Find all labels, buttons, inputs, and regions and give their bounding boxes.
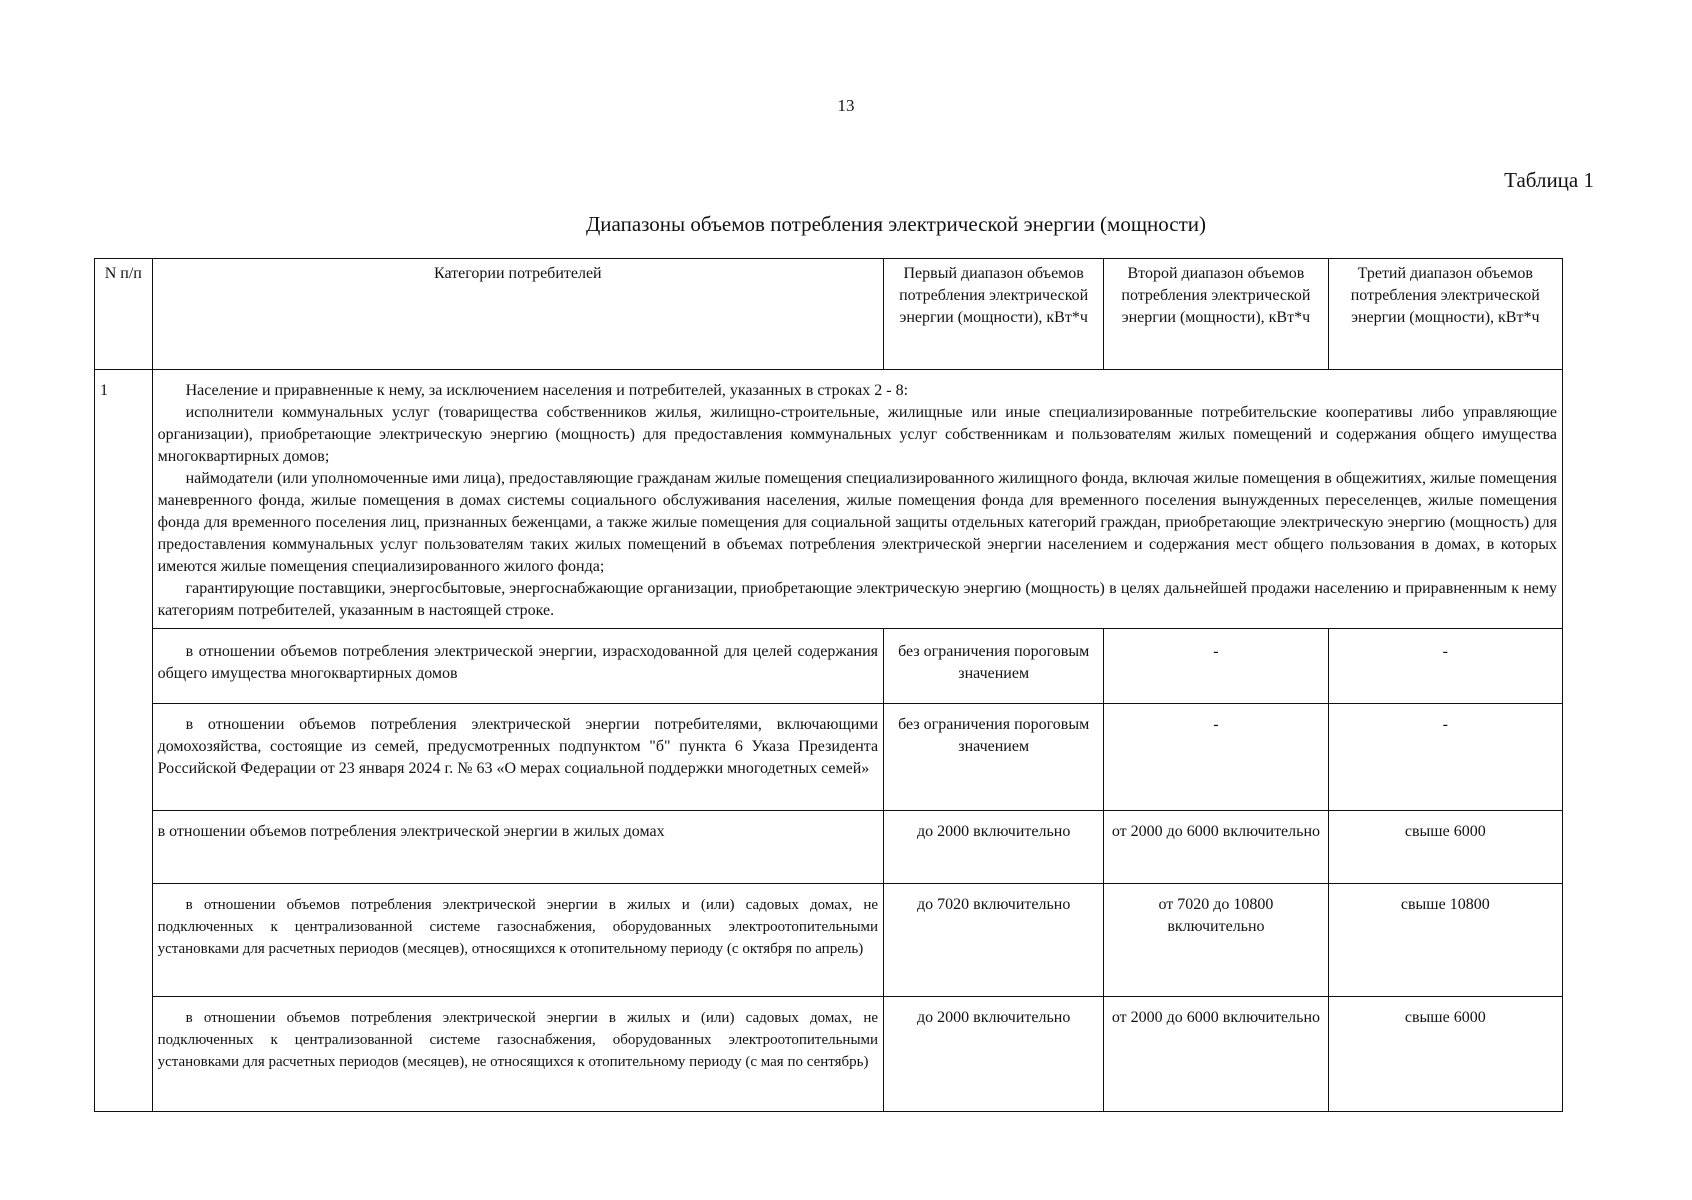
section-paragraph: гарантирующие поставщики, энергосбытовые, энергоснабжающие организации, приобретающие электрическую энергию (мощность) в целях дальнейшей продажи населению и приравненным к нему категориям потребителей, указанным в настоящей строке. (157, 580, 1557, 619)
section-paragraph: исполнители коммунальных услуг (товарищества собственников жилья, жилищно-строительные, жилищные или иные специализированные потребительские кооперативы либо управляющие организации), приобретающие электрическую энергию (мощность) для предоставления коммунальных услуг собственникам и пользователям жилых помещений и содержания общего имущества многоквартирных домов; (157, 404, 1557, 465)
row-range-2: от 7020 до 10800 включительно (1104, 884, 1328, 997)
page-number: 13 (837, 96, 855, 115)
table-row (95, 884, 1563, 997)
row-range-3: свыше 10800 (1328, 884, 1562, 997)
row-range-2: от 2000 до 6000 включительно (1104, 997, 1328, 1112)
row-range-1: до 7020 включительно (884, 884, 1104, 997)
row-range-3: свыше 6000 (1328, 811, 1562, 884)
header-category: Категории потребителей (152, 259, 883, 370)
row-range-2: от 2000 до 6000 включительно (1104, 811, 1328, 884)
row-range-3: свыше 6000 (1328, 997, 1562, 1112)
row-range-1: до 2000 включительно (884, 997, 1104, 1112)
consumption-ranges-table (94, 258, 1563, 1112)
section-description (152, 370, 1562, 629)
row-range-1: без ограничения пороговым значением (884, 704, 1104, 811)
document-title-text: Диапазоны объемов потребления электрической энергии (мощности) (585, 212, 1207, 236)
section-paragraph: Население и приравненные к нему, за исключением населения и потребителей, указанных в строках 2 - 8: (185, 382, 909, 399)
row-category: в отношении объемов потребления электрической энергии в жилых и (или) садовых домах, не подключенных к централизованной системе газоснабжения, оборудованных электроотопительными установками для расчетных периодов (месяцев), не относящихся к отопительному периоду (с мая по сентябрь) (152, 997, 883, 1112)
header-range-1: Первый диапазон объемов потребления электрической энергии (мощности), кВт*ч (884, 259, 1104, 370)
row-category: в отношении объемов потребления электрической энергии в жилых и (или) садовых домах, не подключенных к централизованной системе газоснабжения, оборудованных электроотопительными установками для расчетных периодов (месяцев), относящихся к отопительному периоду (с октября по апрель) (152, 884, 883, 997)
table-row (95, 811, 1563, 884)
row-range-2: - (1104, 629, 1328, 704)
row-category: в отношении объемов потребления электрической энергии в жилых домах (152, 811, 883, 884)
section-row-1 (95, 370, 1563, 629)
table-header-row (95, 259, 1563, 370)
table-row (95, 629, 1563, 704)
table-label: Таблица 1 (1504, 168, 1594, 192)
row-category: в отношении объемов потребления электрической энергии потребителями, включающими домохозяйства, состоящие из семей, предусмотренных подпунктом "б" пункта 6 Указа Президента Российской Федерации от 23 января 2024 г. № 63 «О мерах социальной поддержки многодетных семей» (152, 704, 883, 811)
table-row (95, 704, 1563, 811)
header-range-2: Второй диапазон объемов потребления электрической энергии (мощности), кВт*ч (1104, 259, 1328, 370)
row-range-3: - (1328, 704, 1562, 811)
header-range-3: Третий диапазон объемов потребления электрической энергии (мощности), кВт*ч (1328, 259, 1562, 370)
row-range-1: до 2000 включительно (884, 811, 1104, 884)
row-range-1: без ограничения пороговым значением (884, 629, 1104, 704)
row-range-3: - (1328, 629, 1562, 704)
section-paragraph: наймодатели (или уполномоченные ими лица), предоставляющие гражданам жилые помещения специализированного жилищного фонда, включая жилые помещения в общежитиях, жилые помещения маневренного фонда, жилые помещения в домах системы социального обслуживания населения, жилые помещения фонда для временного поселения вынужденных переселенцев, жилые помещения фонда для временного поселения лиц, признанных беженцами, а также жилые помещения для социальной защиты отдельных категорий граждан, приобретающие электрическую энергию (мощность) для предоставления коммунальных услуг пользователям таких жилых помещений в объемах потребления электрической энергии населением и содержания мест общего пользования в домах, в которых имеются жилые помещения специализированного жилого фонда; (157, 470, 1557, 575)
table-row (95, 997, 1563, 1112)
row-category: в отношении объемов потребления электрической энергии, израсходованной для целей содержания общего имущества многоквартирных домов (152, 629, 883, 704)
row-range-2: - (1104, 704, 1328, 811)
header-number: N п/п (95, 259, 153, 370)
row-number: 1 (95, 370, 153, 1112)
document-title (0, 212, 1692, 237)
